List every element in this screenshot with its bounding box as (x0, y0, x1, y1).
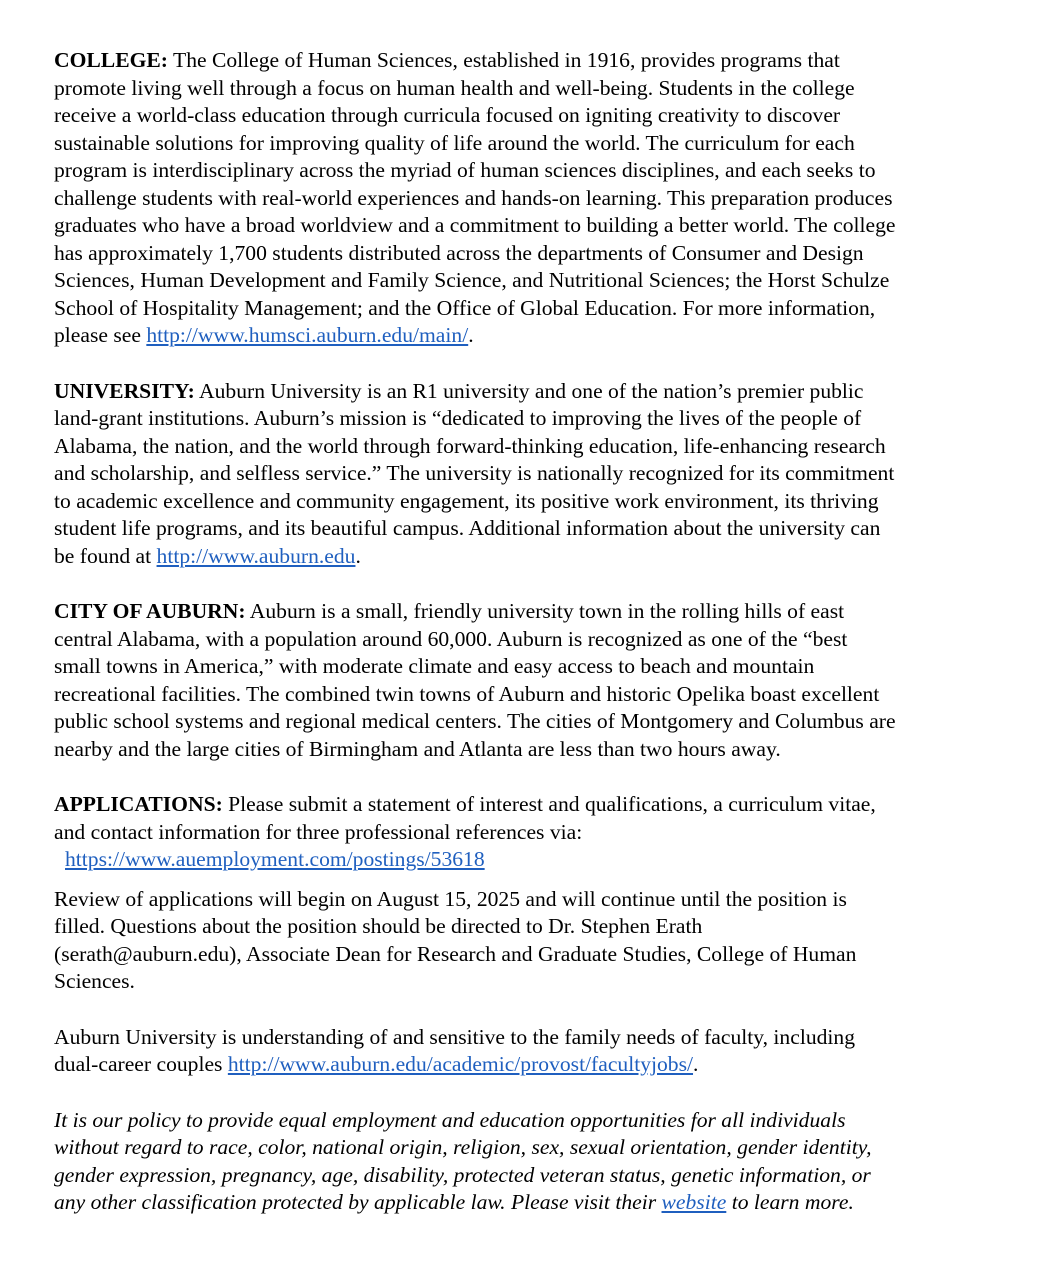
applications-heading: APPLICATIONS: (54, 792, 223, 816)
university-paragraph: UNIVERSITY: Auburn University is an R1 university and one of the nation’s premier public land-grant institutions. Auburn’s mission is “dedicated to improving the lives of the people of Alabama, the nation, and the world through forward-thinking education, life-enhancing research and scholarship, and selfless service.” The university is nationally recognized for its commitment to academic excellence and community engagement, its positive work environment, its thriving student life programs, and its beautiful campus. Additional information about the university can be found at http://www.auburn.edu. (54, 378, 895, 568)
university-heading: UNIVERSITY: (54, 378, 195, 403)
review-paragraph: Review of applications will begin on August 15, 2025 and will continue until the position is filled. Questions about the position should be directed to Dr. Stephen Erath (serath@auburn.edu), Associate Dean for Research and Graduate Studies, College of Human Sciences. (54, 886, 857, 993)
city-heading: CITY OF AUBURN: (54, 599, 246, 623)
facultyjobs-link[interactable]: http://www.auburn.edu/academic/provost/facultyjobs/ (227, 1052, 694, 1076)
policy-paragraph: It is our policy to provide equal employment and education opportunities for all individuals without regard to race, color, national origin, religion, sex, sexual orientation, gender identity, gender expression, pregnancy, age, disability, protected veteran status, genetic information, or any other classification protected by applicable law. Please visit their website to learn more. (54, 1107, 872, 1214)
applications-paragraph: APPLICATIONS: Please submit a statement of interest and qualifications, a curriculum vitae, and contact information for three professional references via: https://www.auemployment.com/postings/53618 (54, 792, 876, 871)
family-paragraph: Auburn University is understanding of and sensitive to the family needs of faculty, including dual-career couples http://www.auburn.edu/academic/provost/facultyjobs/. (54, 1024, 856, 1076)
website-link[interactable]: website (661, 1190, 727, 1214)
college-paragraph: COLLEGE: The College of Human Sciences, established in 1916, provides programs that promote living well through a focus on human health and well-being. Students in the college receive a world-class education through curricula focused on igniting creativity to discover sustainable solutions for improving quality of life around the world. The curriculum for each program is interdisciplinary across the myriad of human sciences disciplines, and each seeks to challenge students with real-world experiences and hands-on learning. This preparation produces graduates who have a broad worldview and a commitment to building a better world. The college has approximately 1,700 students distributed across the departments of Consumer and Design Sciences, Human Development and Family Science, and Nutritional Sciences; the Horst Schulze School of Hospitality Management; and the Office of Global Education. For more information, please see http://www.humsci.auburn.edu/main/. (54, 48, 896, 347)
auburn-edu-link[interactable]: http://www.auburn.edu (156, 543, 356, 568)
city-paragraph: CITY OF AUBURN: Auburn is a small, friendly university town in the rolling hills of east central Alabama, with a population around 60,000. Auburn is recognized as one of the “best small towns in America,” with moderate climate and easy access to beach and mountain recreational facilities. The combined twin towns of Auburn and historic Opelika boast excellent public school systems and regional medical centers. The cities of Montgomery and Columbus are nearby and the large cities of Birmingham and Atlanta are less than two hours away. (54, 599, 896, 761)
humsci-link[interactable]: http://www.humsci.auburn.edu/main/ (146, 323, 469, 347)
application-posting-link[interactable]: https://www.auemployment.com/postings/53618 (65, 847, 485, 871)
college-heading: COLLEGE: (54, 48, 168, 72)
